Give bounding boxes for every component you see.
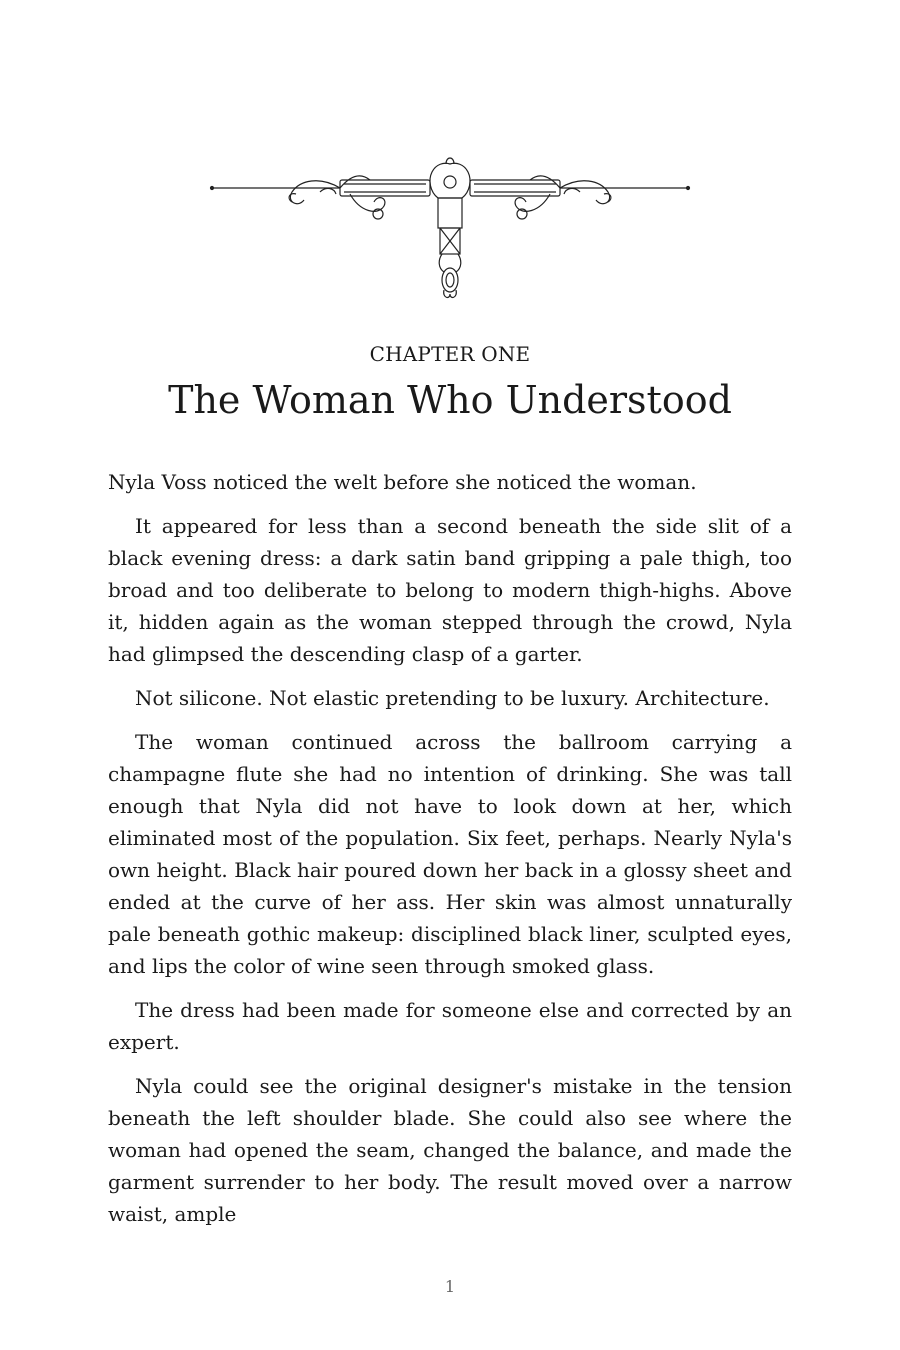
paragraph: The woman continued across the ballroom carrying a champagne flute she had no intention of drinking. She was tall enough that Nyla did not have to look down at her, which eliminated most of the population. Six feet, perhaps. Nearly Nyla's own height. Black hair poured down her back in a glossy sheet and ended at the curve of her ass. Her skin was almost unnaturally pale beneath gothic makeup: disciplined black liner, sculpted eyes, and lips the color of wine seen through smoked glass.	[108, 730, 792, 978]
paragraph: Not silicone. Not elastic pretending to be luxury. Architecture.	[135, 686, 770, 710]
paragraph: Nyla could see the original designer's mistake in the tension beneath the left shoulder blade. She could also see where the woman had opened the seam, changed the balance, and made the garment surrender to her body. The result moved over a narrow waist, ample	[108, 1074, 792, 1226]
paragraph: The dress had been made for someone else and corrected by an expert.	[108, 998, 792, 1054]
page-number: 1	[444, 1277, 456, 1296]
paragraph: Nyla Voss noticed the welt before she noticed the woman.	[108, 470, 697, 494]
chapter-ornament	[200, 120, 700, 320]
paragraph: It appeared for less than a second beneath the side slit of a black evening dress: a dark satin band gripping a pale thigh, too broad and too deliberate to belong to modern thigh-highs. Above it, hidden again as the woman stepped through the crowd, Nyla had glimpsed the descending clasp of a garter.	[108, 514, 792, 666]
chapter-label: CHAPTER ONE	[369, 342, 531, 366]
chapter-title: The Woman Who Understood	[168, 378, 732, 422]
chapter-body	[108, 466, 792, 1242]
